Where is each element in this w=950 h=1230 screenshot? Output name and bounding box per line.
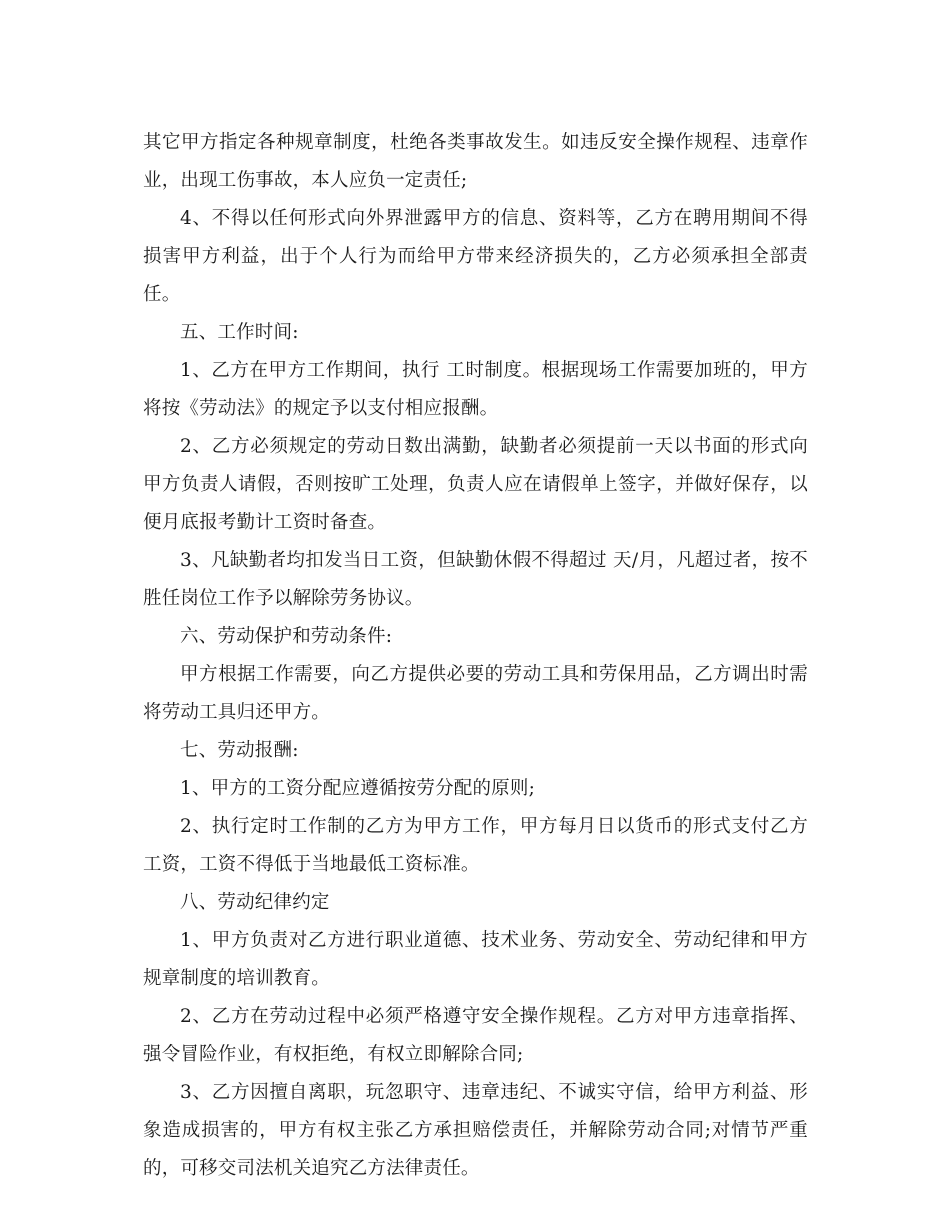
section-heading-work-time: 五、工作时间: — [180, 322, 299, 343]
paragraph-remuneration-1: 1、甲方的工资分配应遵循按劳分配的原则; — [180, 778, 536, 799]
paragraph-remuneration-2: 2、执行定时工作制的乙方为甲方工作，甲方每月日以货币的形式支付乙方工资，工资不得低于当地最低工资标准。 — [143, 816, 808, 875]
paragraph-clause-4: 4、不得以任何形式向外界泄露甲方的信息、资料等，乙方在聘用期间不得损害甲方利益，出于个人行为而给甲方带来经济损失的，乙方必须承担全部责任。 — [143, 208, 808, 305]
paragraph-discipline-2: 2、乙方在劳动过程中必须严格遵守安全操作规程。乙方对甲方违章指挥、强令冒险作业，有权拒绝，有权立即解除合同; — [143, 1006, 808, 1065]
section-heading-labor-protection: 六、劳动保护和劳动条件: — [180, 626, 393, 647]
paragraph-discipline-3: 3、乙方因擅自离职，玩忽职守、违章违纪、不诚实守信，给甲方利益、形象造成损害的，甲方有权主张乙方承担赔偿责任，并解除劳动合同;对情节严重的，可移交司法机关追究乙方法律责任。 — [143, 1082, 808, 1179]
paragraph-work-time-2: 2、乙方必须规定的劳动日数出满勤，缺勤者必须提前一天以书面的形式向甲方负责人请假，否则按旷工处理，负责人应在请假单上签字，并做好保存，以便月底报考勤计工资时备查。 — [143, 436, 808, 533]
paragraph-discipline-1: 1、甲方负责对乙方进行职业道德、技术业务、劳动安全、劳动纪律和甲方规章制度的培训教育。 — [143, 930, 808, 989]
paragraph-continuation: 其它甲方指定各种规章制度，杜绝各类事故发生。如违反安全操作规程、违章作业，出现工伤事故，本人应负一定责任; — [143, 132, 808, 191]
section-heading-remuneration: 七、劳动报酬: — [180, 740, 299, 761]
paragraph-work-time-1: 1、乙方在甲方工作期间，执行 工时制度。根据现场工作需要加班的，甲方将按《劳动法》的规定予以支付相应报酬。 — [143, 360, 808, 419]
section-heading-discipline: 八、劳动纪律约定 — [180, 892, 330, 913]
paragraph-work-time-3: 3、凡缺勤者均扣发当日工资，但缺勤休假不得超过 天/月，凡超过者，按不胜任岗位工作予以解除劳务协议。 — [143, 550, 808, 609]
document-body — [143, 124, 808, 1188]
paragraph-labor-protection: 甲方根据工作需要，向乙方提供必要的劳动工具和劳保用品，乙方调出时需将劳动工具归还甲方。 — [143, 664, 808, 723]
